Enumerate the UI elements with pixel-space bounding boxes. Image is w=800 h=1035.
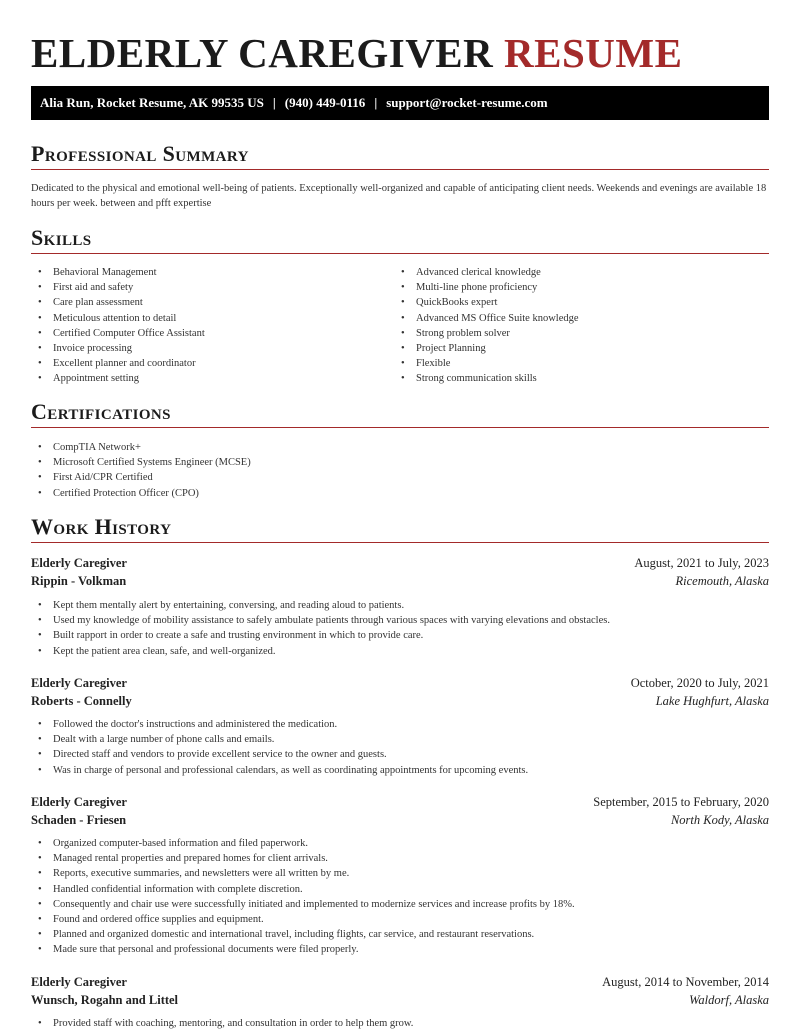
job-location: North Kody, Alaska <box>670 812 769 827</box>
list-item: • Kept the patient area clean, safe, and well-organized. <box>31 644 610 659</box>
list-item: • Strong problem solver <box>394 326 579 341</box>
list-item: • Reports, executive summaries, and newsletters were all written by me. <box>31 866 575 881</box>
certifications-heading: Certifications <box>31 399 769 428</box>
list-item: • First Aid/CPR Certified <box>31 470 251 485</box>
list-item: • Used my knowledge of mobility assistance to safely ambulate patients through various spaces with varying elevations and obstacles. <box>31 613 610 628</box>
contact-address: Alia Run, Rocket Resume, AK 99535 US <box>40 95 264 110</box>
list-item: • Advanced MS Office Suite knowledge <box>394 311 579 326</box>
job-title: Elderly Caregiver <box>31 975 127 989</box>
list-item: • Managed rental properties and prepared homes for client arrivals. <box>31 851 575 866</box>
list-item: • Dealt with a large number of phone calls and emails. <box>31 732 528 747</box>
list-item: • First aid and safety <box>31 280 205 295</box>
summary-heading: Professional Summary <box>31 141 769 170</box>
job-dates: October, 2020 to July, 2021 <box>630 676 769 690</box>
list-item: • Multi-line phone proficiency <box>394 280 579 295</box>
skills-list-left <box>31 265 205 387</box>
job-bullets <box>31 1016 413 1031</box>
list-item: • Project Planning <box>394 341 579 356</box>
job-entry-header <box>31 556 769 591</box>
list-item: • Was in charge of personal and professional calendars, as well as coordinating appointments for upcoming events. <box>31 763 528 778</box>
list-item: • Advanced clerical knowledge <box>394 265 579 280</box>
job-entry-header <box>31 676 769 711</box>
list-item: • CompTIA Network+ <box>31 440 251 455</box>
work-history-heading: Work History <box>31 514 769 543</box>
list-item: • Flexible <box>394 356 579 371</box>
certifications-list <box>31 440 251 501</box>
job-entry-header <box>31 975 769 1010</box>
list-item: • Strong communication skills <box>394 371 579 386</box>
list-item: • QuickBooks expert <box>394 295 579 310</box>
summary-text: Dedicated to the physical and emotional well-being of patients. Exceptionally well-organized and capable of anticipating client needs. Weekends and evenings are available 18 hours per week. between and pfft expertise <box>31 183 767 209</box>
job-entry-header <box>31 795 769 830</box>
list-item: • Made sure that personal and professional documents were filed properly. <box>31 942 575 957</box>
list-item: • Invoice processing <box>31 341 205 356</box>
job-location: Waldorf, Alaska <box>689 992 769 1007</box>
contact-separator: | <box>272 95 276 110</box>
contact-bar <box>31 86 769 120</box>
skills-heading: Skills <box>31 225 769 254</box>
list-item: • Meticulous attention to detail <box>31 311 205 326</box>
list-item: • Consequently and chair use were successfully initiated and implemented to modernize services and increase profits by 18%. <box>31 897 575 912</box>
list-item: • Appointment setting <box>31 371 205 386</box>
job-company: Rippin - Volkman <box>31 573 127 588</box>
list-item: • Microsoft Certified Systems Engineer (MCSE) <box>31 455 251 470</box>
list-item: • Kept them mentally alert by entertaining, conversing, and reading aloud to patients. <box>31 598 610 613</box>
resume-title <box>31 29 682 77</box>
list-item: • Excellent planner and coordinator <box>31 356 205 371</box>
skills-list-right <box>394 265 579 387</box>
list-item: • Found and ordered office supplies and equipment. <box>31 912 575 927</box>
contact-email[interactable]: support@rocket-resume.com <box>386 95 548 110</box>
list-item: • Followed the doctor's instructions and administered the medication. <box>31 717 528 732</box>
list-item: • Certified Computer Office Assistant <box>31 326 205 341</box>
job-location: Lake Hughfurt, Alaska <box>655 693 769 708</box>
job-title: Elderly Caregiver <box>31 795 127 809</box>
contact-phone[interactable]: (940) 449-0116 <box>284 95 366 110</box>
contact-separator: | <box>374 95 378 110</box>
list-item: • Care plan assessment <box>31 295 205 310</box>
job-dates: August, 2021 to July, 2023 <box>634 556 769 570</box>
title-accent: RESUME <box>504 30 683 76</box>
job-company: Wunsch, Rogahn and Littel <box>31 992 179 1007</box>
job-title: Elderly Caregiver <box>31 676 127 690</box>
list-item: • Provided staff with coaching, mentoring, and consultation in order to help them grow. <box>31 1016 413 1031</box>
list-item: • Behavioral Management <box>31 265 205 280</box>
list-item: • Planned and organized domestic and international travel, including flights, car service, and restaurant reservations. <box>31 927 575 942</box>
list-item: • Certified Protection Officer (CPO) <box>31 486 251 501</box>
job-dates: September, 2015 to February, 2020 <box>593 795 769 809</box>
job-company: Schaden - Friesen <box>31 812 127 827</box>
title-main: ELDERLY CAREGIVER <box>31 30 494 76</box>
job-bullets <box>31 717 528 778</box>
list-item: • Built rapport in order to create a safe and trusting environment in which to provide care. <box>31 628 610 643</box>
job-bullets <box>31 598 610 659</box>
job-title: Elderly Caregiver <box>31 556 127 570</box>
job-company: Roberts - Connelly <box>31 693 132 708</box>
job-bullets <box>31 836 575 958</box>
list-item: • Handled confidential information with complete discretion. <box>31 882 575 897</box>
job-location: Ricemouth, Alaska <box>675 573 769 588</box>
list-item: • Organized computer-based information and filed paperwork. <box>31 836 575 851</box>
job-dates: August, 2014 to November, 2014 <box>602 975 769 989</box>
list-item: • Directed staff and vendors to provide excellent service to the owner and guests. <box>31 747 528 762</box>
